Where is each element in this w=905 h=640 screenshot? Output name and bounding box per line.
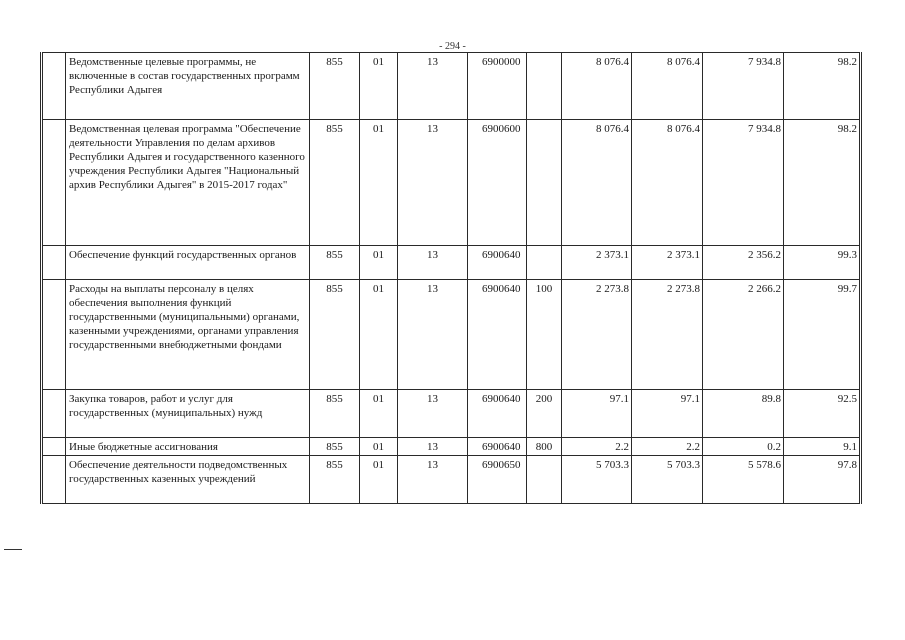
- row-gutter: [42, 456, 66, 504]
- expense-type-code: 200: [527, 390, 562, 438]
- execution-percent: 98.2: [784, 53, 861, 120]
- row-name: Расходы на выплаты персоналу в целях обеспечения выполнения функций государственными (муниципальными) органами, казенными учреждениями, органами управления государственными внебюджетными фондами: [66, 280, 310, 390]
- expense-type-code: [527, 120, 562, 246]
- subsection-code: 13: [398, 456, 468, 504]
- plan-amount: 8 076.4: [562, 120, 632, 246]
- plan-amount: 97.1: [562, 390, 632, 438]
- execution-percent: 99.3: [784, 246, 861, 280]
- executed-amount: 0.2: [703, 438, 784, 456]
- ministry-code: 855: [310, 53, 360, 120]
- plan-amount: 2.2: [562, 438, 632, 456]
- execution-percent: 99.7: [784, 280, 861, 390]
- plan-amount: 8 076.4: [562, 53, 632, 120]
- refined-amount: 2 373.1: [632, 246, 703, 280]
- executed-amount: 2 356.2: [703, 246, 784, 280]
- ministry-code: 855: [310, 390, 360, 438]
- page-number: - 294 -: [439, 41, 466, 52]
- table-row: [42, 438, 861, 456]
- expense-type-code: [527, 456, 562, 504]
- execution-percent: 97.8: [784, 456, 861, 504]
- target-code: 6900640: [468, 280, 527, 390]
- row-name: Закупка товаров, работ и услуг для государственных (муниципальных) нужд: [66, 390, 310, 438]
- section-code: 01: [360, 438, 398, 456]
- ministry-code: 855: [310, 120, 360, 246]
- row-name: Иные бюджетные ассигнования: [66, 438, 310, 456]
- executed-amount: 2 266.2: [703, 280, 784, 390]
- expense-type-code: 800: [527, 438, 562, 456]
- row-gutter: [42, 53, 66, 120]
- ministry-code: 855: [310, 246, 360, 280]
- ministry-code: 855: [310, 438, 360, 456]
- subsection-code: 13: [398, 390, 468, 438]
- row-name: Ведомственные целевые программы, не включенные в состав государственных программ Республики Адыгея: [66, 53, 310, 120]
- refined-amount: 97.1: [632, 390, 703, 438]
- section-code: 01: [360, 246, 398, 280]
- refined-amount: 5 703.3: [632, 456, 703, 504]
- subsection-code: 13: [398, 246, 468, 280]
- subsection-code: 13: [398, 53, 468, 120]
- expense-type-code: 100: [527, 280, 562, 390]
- target-code: 6900000: [468, 53, 527, 120]
- subsection-code: 13: [398, 280, 468, 390]
- table-row: [42, 246, 861, 280]
- refined-amount: 2 273.8: [632, 280, 703, 390]
- expense-type-code: [527, 53, 562, 120]
- subsection-code: 13: [398, 438, 468, 456]
- refined-amount: 8 076.4: [632, 120, 703, 246]
- plan-amount: 5 703.3: [562, 456, 632, 504]
- section-code: 01: [360, 120, 398, 246]
- target-code: 6900640: [468, 390, 527, 438]
- row-gutter: [42, 246, 66, 280]
- ministry-code: 855: [310, 280, 360, 390]
- row-name: Обеспечение функций государственных органов: [66, 246, 310, 280]
- section-code: 01: [360, 456, 398, 504]
- section-code: 01: [360, 53, 398, 120]
- row-gutter: [42, 280, 66, 390]
- row-name: Ведомственная целевая программа "Обеспечение деятельности Управления по делам архивов Республики Адыгея и государственного казенного учреждения Республики Адыгея "Национальный архив Республики Адыгея" в 2015-2017 годах": [66, 120, 310, 246]
- row-gutter: [42, 390, 66, 438]
- table-row: [42, 53, 861, 120]
- budget-table: [40, 52, 862, 504]
- plan-amount: 2 273.8: [562, 280, 632, 390]
- ministry-code: 855: [310, 456, 360, 504]
- target-code: 6900650: [468, 456, 527, 504]
- refined-amount: 8 076.4: [632, 53, 703, 120]
- table-row: [42, 390, 861, 438]
- plan-amount: 2 373.1: [562, 246, 632, 280]
- execution-percent: 98.2: [784, 120, 861, 246]
- table-row: [42, 456, 861, 504]
- row-name: Обеспечение деятельности подведомственных государственных казенных учреждений: [66, 456, 310, 504]
- table-row: [42, 280, 861, 390]
- row-gutter: [42, 438, 66, 456]
- section-code: 01: [360, 280, 398, 390]
- row-gutter: [42, 120, 66, 246]
- executed-amount: 5 578.6: [703, 456, 784, 504]
- target-code: 6900600: [468, 120, 527, 246]
- executed-amount: 7 934.8: [703, 53, 784, 120]
- execution-percent: 9.1: [784, 438, 861, 456]
- expense-type-code: [527, 246, 562, 280]
- target-code: 6900640: [468, 246, 527, 280]
- subsection-code: 13: [398, 120, 468, 246]
- section-code: 01: [360, 390, 398, 438]
- executed-amount: 89.8: [703, 390, 784, 438]
- executed-amount: 7 934.8: [703, 120, 784, 246]
- margin-dash: [4, 549, 22, 550]
- refined-amount: 2.2: [632, 438, 703, 456]
- table-row: [42, 120, 861, 246]
- target-code: 6900640: [468, 438, 527, 456]
- execution-percent: 92.5: [784, 390, 861, 438]
